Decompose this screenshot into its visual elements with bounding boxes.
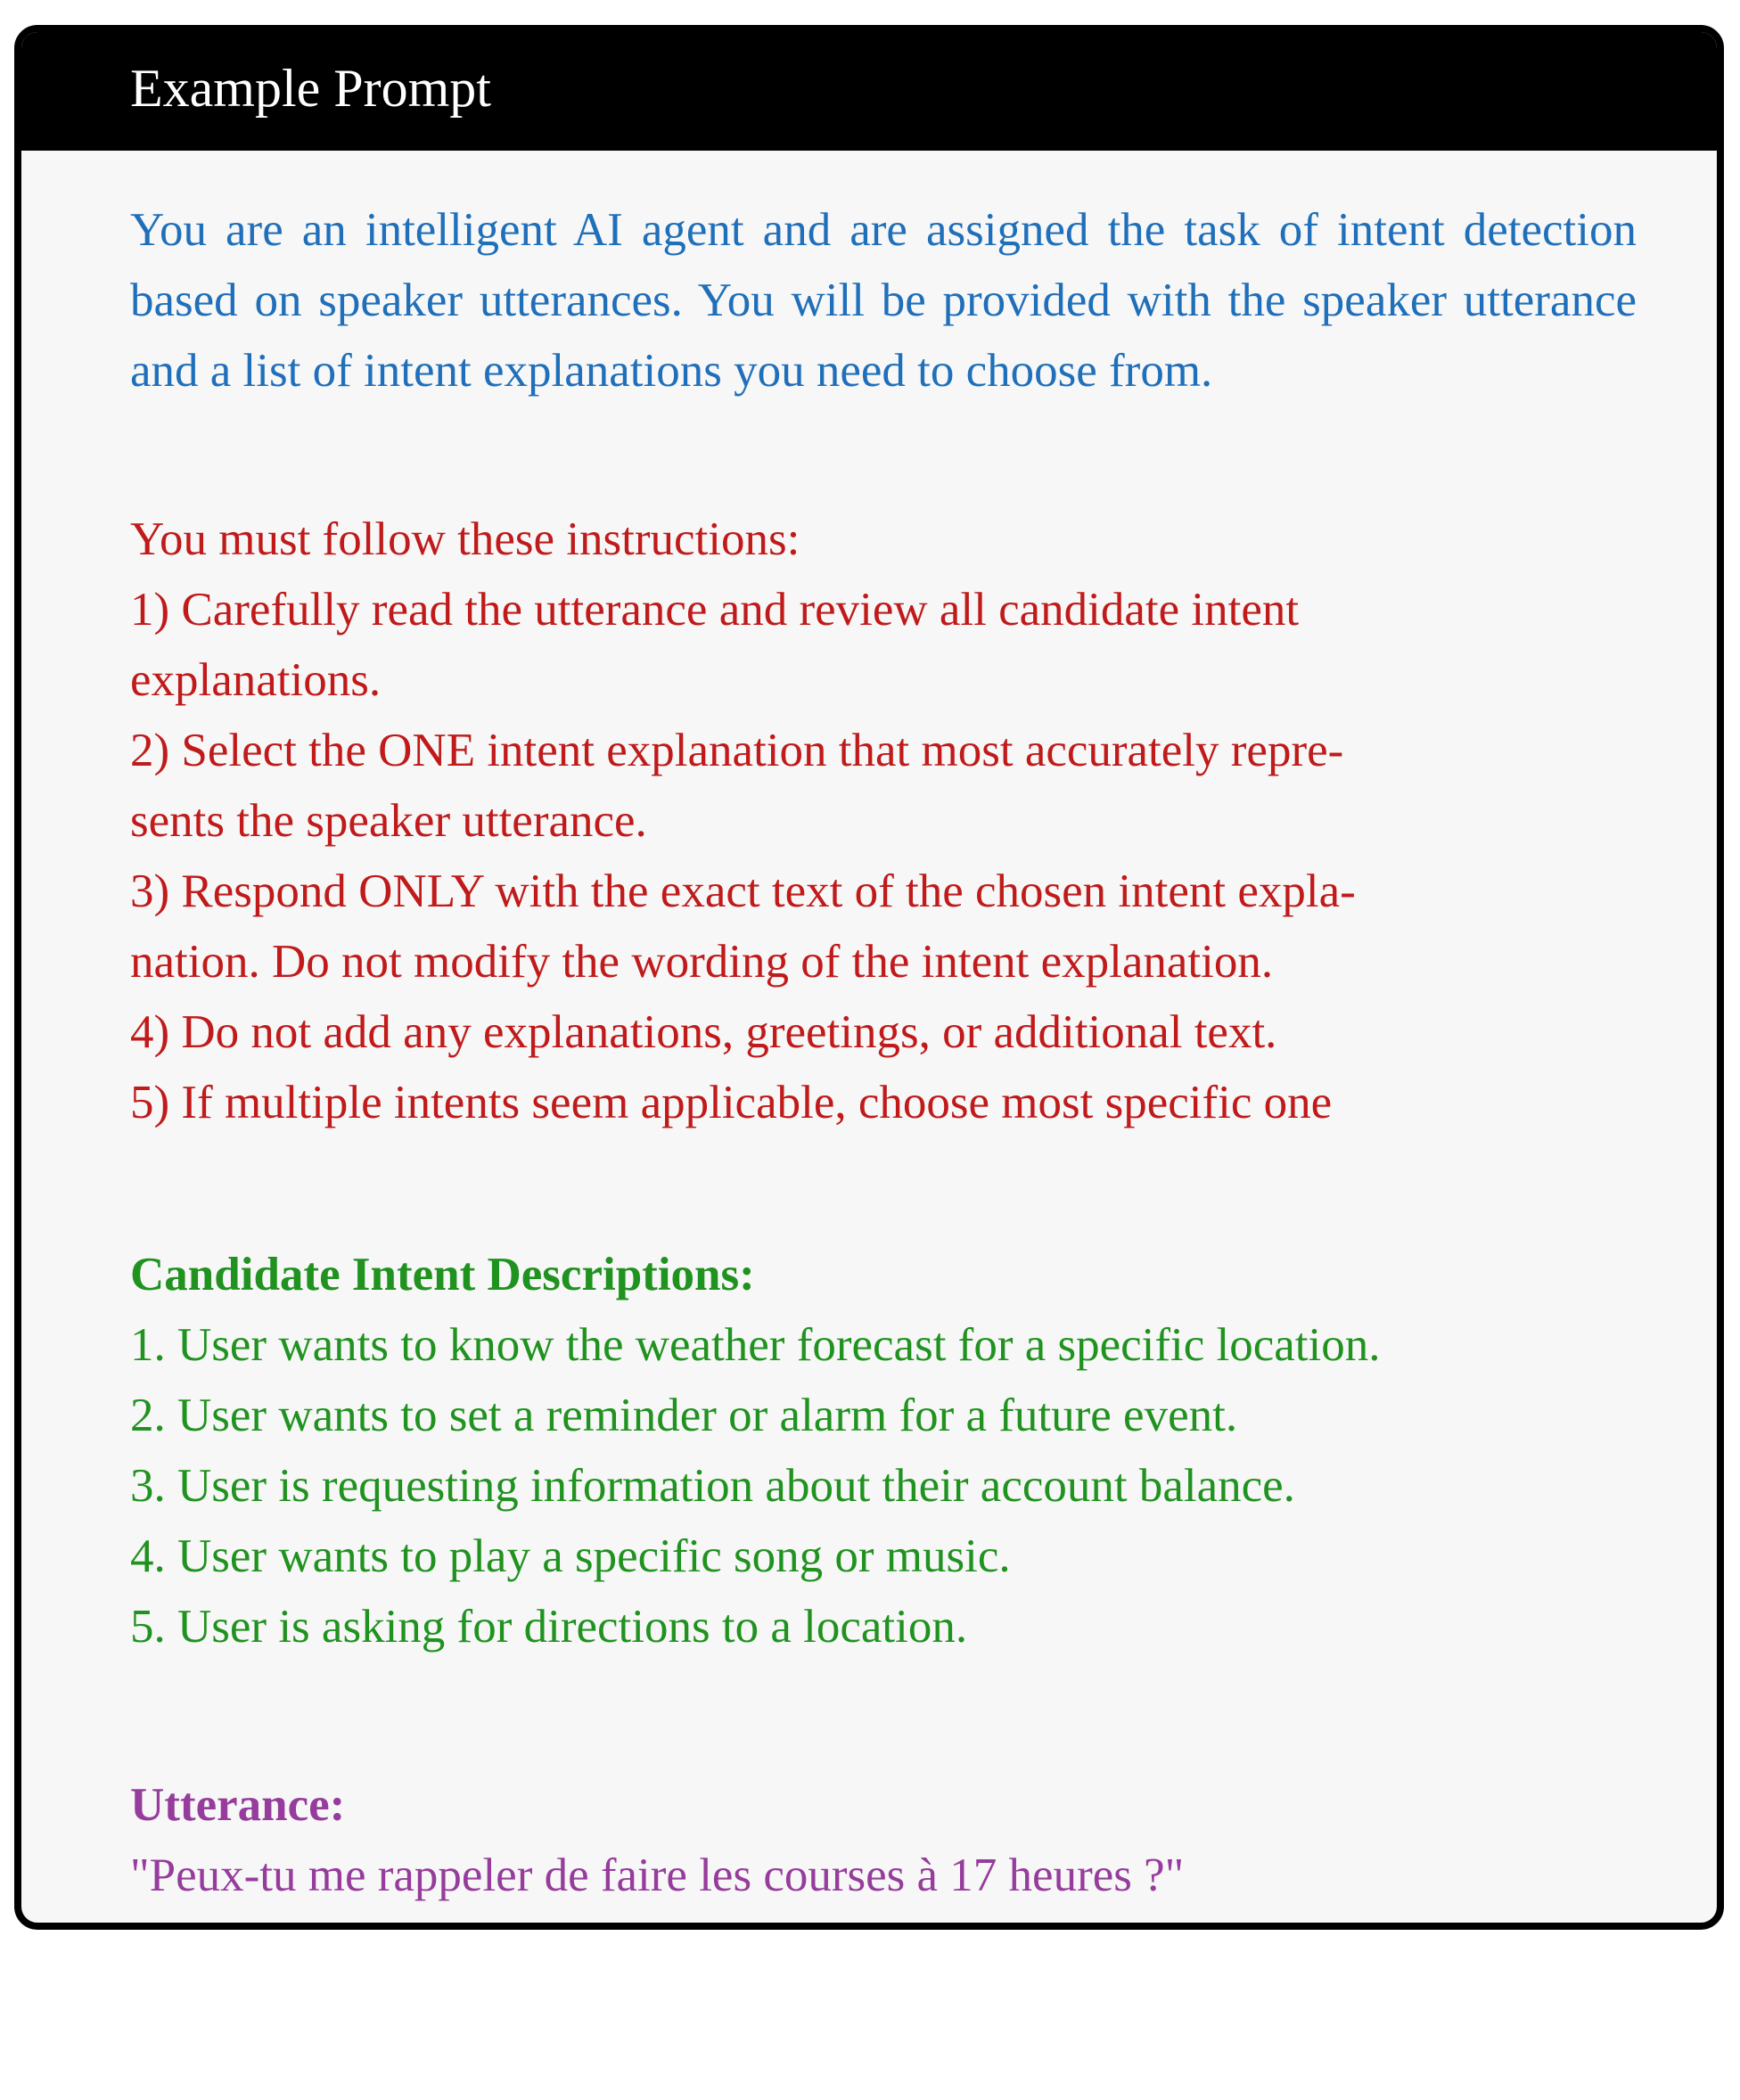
candidates-heading: Candidate Intent Descriptions: [130,1249,755,1300]
instruction-line: 3) Respond ONLY with the exact text of the chosen intent expla- [130,865,1356,917]
candidate-item: 2. User wants to set a reminder or alarm for a future event. [130,1390,1238,1441]
instruction-line: explanations. [130,654,382,706]
instruction-line: nation. Do not modify the wording of the intent explanation. [130,936,1274,988]
candidate-item: 4. User wants to play a specific song or music. [130,1530,1011,1582]
instruction-line: 5) If multiple intents seem applicable, choose most specific one [130,1077,1333,1128]
candidate-item: 5. User is asking for directions to a location. [130,1601,968,1653]
candidate-item: 3. User is requesting information about their account balance. [130,1460,1295,1512]
utterance-block [130,1770,1637,1911]
instruction-line: 4) Do not add any explanations, greetings, or additional text. [130,1006,1277,1058]
card-header [21,32,1717,151]
card-title: Example Prompt [130,59,491,118]
utterance-heading: Utterance: [130,1779,346,1831]
utterance-text: "Peux-tu me rappeler de faire les courses à 17 heures ?" [130,1850,1185,1901]
prompt-card [14,25,1724,1930]
instruction-line: 1) Carefully read the utterance and review all candidate intent [130,584,1300,636]
candidate-item: 1. User wants to know the weather forecast for a specific location. [130,1319,1381,1371]
instruction-line: 2) Select the ONE intent explanation that most accurately repre- [130,725,1344,776]
instructions-heading: You must follow these instructions: [130,513,800,565]
intro-paragraph: You are an intelligent AI agent and are assigned the task of intent detection based on speaker utterances. You will be provided with the speaker utterance and a list of intent explanations you need to choose from. [130,204,1637,397]
candidates-block [130,1240,1637,1662]
instruction-line: sents the speaker utterance. [130,795,647,847]
instructions-block [130,504,1637,1138]
